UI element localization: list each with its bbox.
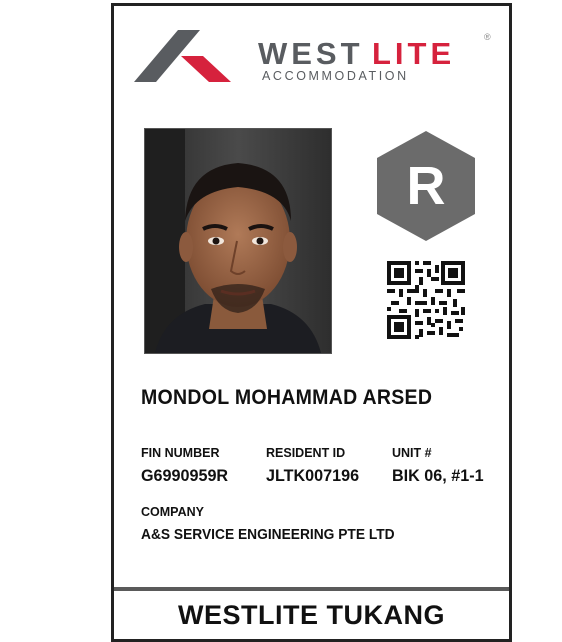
- fin-number-value: G6990959R: [141, 466, 229, 485]
- resident-id-label: RESIDENT ID: [266, 446, 346, 460]
- resident-photo: [144, 128, 332, 354]
- fin-number-label: FIN NUMBER: [141, 446, 220, 460]
- footer-title: WESTLITE TUKANG: [178, 600, 445, 630]
- brand-subtitle: ACCOMMODATION: [262, 69, 409, 83]
- resident-id-card: [111, 3, 512, 642]
- unit-value: BIK 06, #1-1: [392, 466, 484, 485]
- unit-label: UNIT #: [392, 446, 432, 460]
- resident-name: MONDOL MOHAMMAD ARSED: [141, 386, 433, 409]
- company-label: COMPANY: [141, 505, 204, 519]
- registered-mark: ®: [484, 32, 491, 42]
- roof-logo-icon: [134, 30, 249, 82]
- brand-name-west: WEST: [258, 36, 364, 71]
- company-value: A&S SERVICE ENGINEERING PTE LTD: [141, 527, 395, 543]
- resident-id-value: JLTK007196: [266, 466, 360, 485]
- brand-name-lite: LITE: [372, 36, 456, 71]
- resident-type-badge: [377, 131, 475, 241]
- badge-letter: R: [406, 156, 446, 216]
- westlite-logo: [134, 28, 494, 88]
- qr-code: [387, 261, 465, 339]
